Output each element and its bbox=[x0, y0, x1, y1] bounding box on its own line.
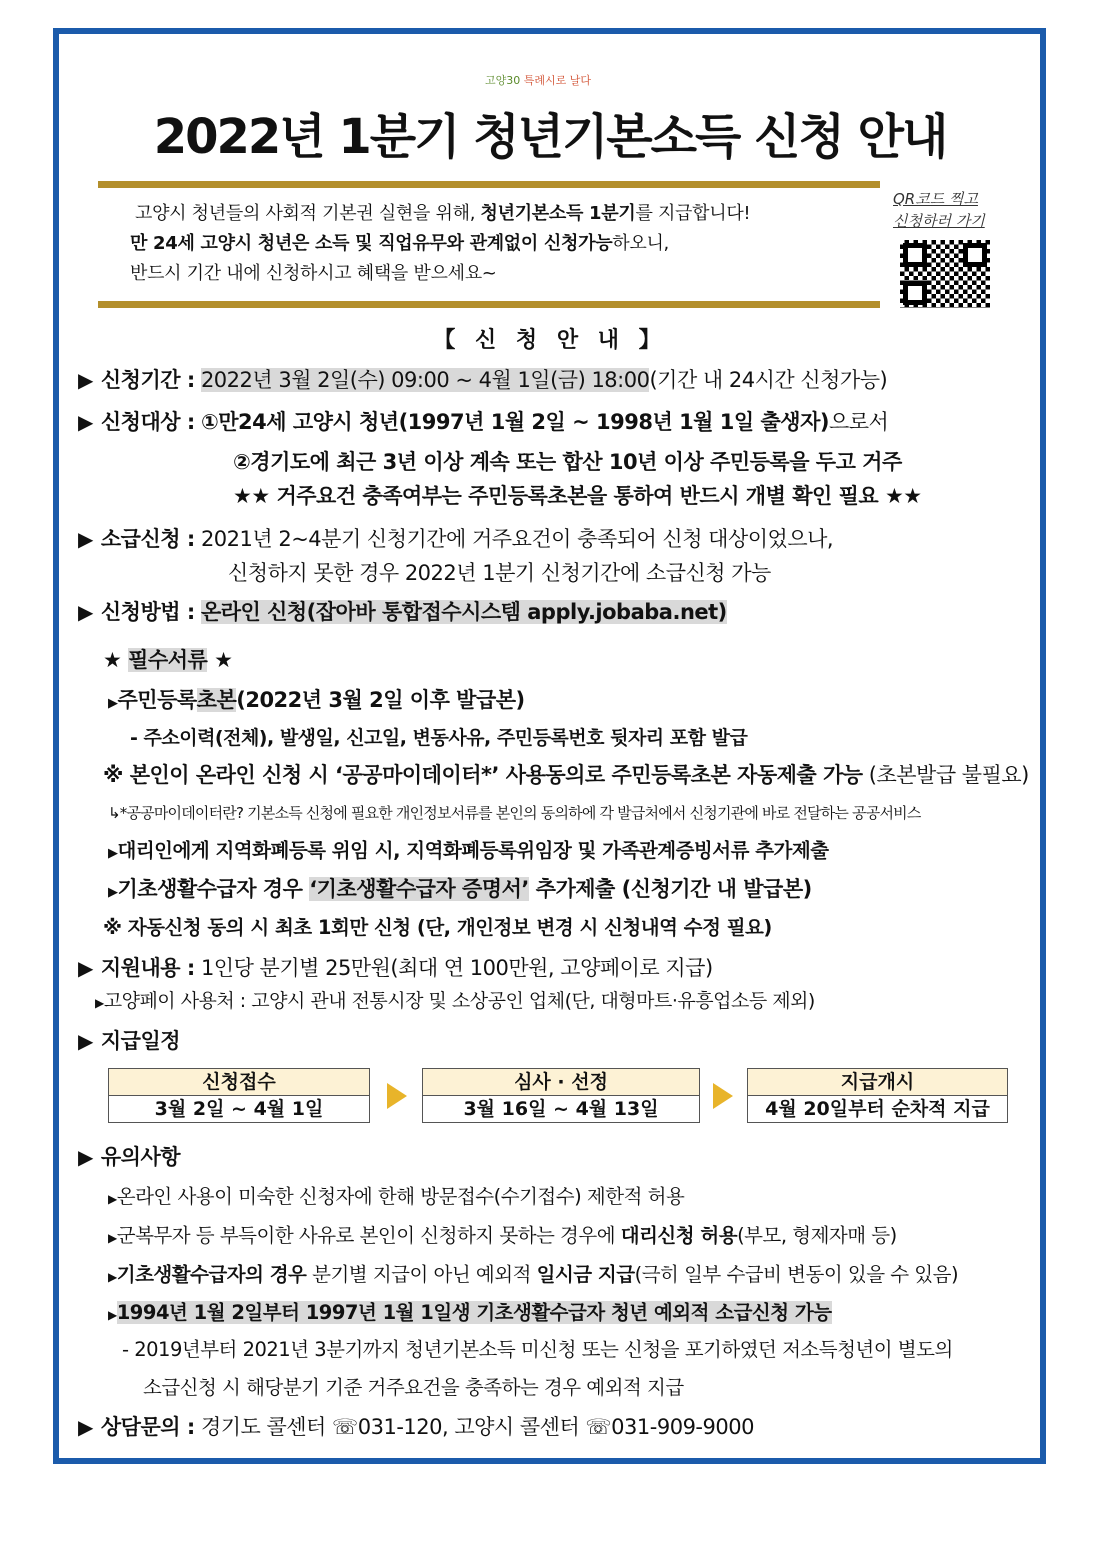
note-item-1: ▶온라인 사용이 미숙한 신청자에 한해 방문접수(수기접수) 제한적 허용 bbox=[108, 1185, 685, 1208]
star-icon: ★ bbox=[214, 648, 233, 672]
intro-bold: 청년기본소득 1분기 bbox=[480, 203, 636, 224]
star-icon: ★ bbox=[103, 648, 122, 672]
note-bold: 기초생활수급자의 경우 bbox=[116, 1263, 307, 1286]
target-text: 으로서 bbox=[828, 410, 889, 434]
doc-text: 기초생활수급자 경우 bbox=[117, 877, 310, 901]
schedule-step-3 bbox=[747, 1068, 1008, 1123]
schedule-heading bbox=[78, 1026, 180, 1056]
triangle-bullet-icon: ▶ bbox=[78, 1415, 93, 1439]
note-text: 군복무자 등 부득이한 사유로 본인이 신청하지 못하는 경우에 bbox=[116, 1224, 621, 1247]
step-title: 지급개시 bbox=[748, 1069, 1007, 1096]
contact-value: 경기도 콜센터 ☏031-120, 고양시 콜센터 ☏031-909-9000 bbox=[200, 1415, 754, 1439]
target-warning: ★★ 거주요건 충족여부는 주민등록초본을 통하여 반드시 개별 확인 필요 ★★ bbox=[233, 484, 922, 508]
step-title: 신청접수 bbox=[109, 1069, 369, 1096]
period-note: (기간 내 24시간 신청가능) bbox=[649, 368, 888, 392]
qr-code-image[interactable] bbox=[900, 240, 990, 308]
doc-item-2: ▶대리인에게 지역화폐등록 위임 시, 지역화폐등록위임장 및 가족관계증빙서류 추가제출 bbox=[108, 839, 829, 862]
support-value: 1인당 분기별 25만원(최대 연 100만원, 고양페이로 지급) bbox=[200, 956, 713, 980]
doc-item-1: ▶주민등록초본(2022년 3월 2일 이후 발급본) bbox=[108, 688, 525, 712]
retro-label: 소급신청 : bbox=[100, 527, 195, 551]
retro-text: 2021년 2~4분기 신청기간에 거주요건이 충족되어 신청 대상이었으나, bbox=[200, 527, 834, 551]
triangle-bullet-icon: ▶ bbox=[78, 527, 93, 551]
triangle-bullet-icon: ▶ bbox=[78, 368, 93, 392]
doc-item-1-detail: - 주소이력(전체), 발생일, 신고일, 변동사유, 주민등록번호 뒷자리 포함 발급 bbox=[130, 727, 748, 749]
schedule-label: 지급일정 bbox=[100, 1029, 181, 1053]
doc-note-1 bbox=[103, 760, 1029, 790]
triangle-bullet-icon: ▶ bbox=[78, 956, 93, 980]
support-label: 지원내용 : bbox=[100, 956, 195, 980]
intro-line-3: 반드시 기간 내에 신청하시고 혜택을 받으세요~ bbox=[130, 263, 497, 284]
contact-row bbox=[78, 1412, 754, 1442]
doc-text: ‘기초생활수급자 증명서’ bbox=[309, 877, 529, 901]
target-label: 신청대상 : bbox=[100, 410, 195, 434]
support-row bbox=[78, 953, 713, 983]
contact-label: 상담문의 : bbox=[100, 1415, 195, 1439]
note-item-2: ▶군복무자 등 부득이한 사유로 본인이 신청하지 못하는 경우에 대리신청 허용(부모, 형제자매 등) bbox=[108, 1224, 897, 1247]
schedule-step-1 bbox=[108, 1068, 370, 1123]
note-text: 분기별 지급이 아닌 예외적 bbox=[306, 1263, 537, 1286]
notes-heading bbox=[78, 1142, 180, 1172]
logo-text: 고양30 bbox=[485, 74, 521, 87]
doc-text: 대리인에게 지역화폐등록 위임 시, 지역화폐등록위임장 및 가족관계증빙서류 추가제출 bbox=[117, 839, 829, 862]
retro-text-2: 신청하지 못한 경우 2022년 1분기 신청기간에 소급신청 가능 bbox=[228, 561, 771, 585]
note-item-4-detail-1: - 2019년부터 2021년 3분기까지 청년기본소득 미신청 또는 신청을 포기하였던 저소득청년이 별도의 bbox=[122, 1338, 953, 1361]
note-text: (부모, 형제자매 등) bbox=[737, 1224, 897, 1247]
notes-label: 유의사항 bbox=[100, 1145, 181, 1169]
note-text: (초본발급 불필요) bbox=[862, 763, 1029, 787]
step-value: 3월 16일 ~ 4월 13일 bbox=[463, 1098, 659, 1120]
step-title: 심사 · 선정 bbox=[423, 1069, 699, 1096]
note-highlight: 1994년 1월 2일부터 1997년 1월 1일생 기초생활수급자 청년 예외적 소급신청 가능 bbox=[116, 1301, 832, 1324]
period-value: 2022년 3월 2일(수) 09:00 ~ 4월 1일(금) 18:00 bbox=[200, 368, 650, 392]
note-text: 온라인 사용이 미숙한 신청자에 한해 방문접수(수기접수) 제한적 허용 bbox=[116, 1185, 685, 1208]
triangle-bullet-icon: ▶ bbox=[78, 1029, 93, 1053]
method-value: 온라인 신청(잡아바 통합접수시스템 apply.jobaba.net) bbox=[200, 600, 727, 624]
gold-divider bbox=[98, 181, 880, 188]
doc-item-3: ▶기초생활수급자 경우 ‘기초생활수급자 증명서’ 추가제출 (신청기간 내 발급본) bbox=[108, 877, 812, 901]
method-row bbox=[78, 597, 727, 627]
step-value: 3월 2일 ~ 4월 1일 bbox=[154, 1098, 324, 1120]
intro-text: 를 지급합니다! bbox=[635, 203, 751, 224]
note-item-4: ▶1994년 1월 2일부터 1997년 1월 1일생 기초생활수급자 청년 예외적 소급신청 가능 bbox=[108, 1301, 832, 1324]
arrow-right-icon bbox=[387, 1083, 407, 1109]
qr-caption-2: 신청하러 가기 bbox=[893, 212, 985, 230]
note-bold: 일시금 지급 bbox=[536, 1263, 635, 1286]
note-text: (극히 일부 수급비 변동이 있을 수 있음) bbox=[634, 1263, 959, 1286]
intro-text: 고양시 청년들의 사회적 기본권 실현을 위해, bbox=[135, 203, 481, 224]
schedule-step-2 bbox=[422, 1068, 700, 1123]
doc-text: 초본 bbox=[196, 688, 237, 712]
retro-row bbox=[78, 524, 833, 554]
note-bold: 대리신청 허용 bbox=[620, 1224, 738, 1247]
support-sub: ▶고양페이 사용처 : 고양시 관내 전통시장 및 소상공인 업체(단, 대형마트·유흥업소등 제외) bbox=[95, 990, 815, 1012]
logo-slogan: 특례시로 날다 bbox=[523, 74, 592, 87]
arrow-right-icon bbox=[713, 1083, 733, 1109]
triangle-bullet-icon: ▶ bbox=[78, 600, 93, 624]
period-row bbox=[78, 365, 887, 395]
target-condition-2: ②경기도에 최근 3년 이상 계속 또는 합산 10년 이상 주민등록을 두고 거주 bbox=[233, 450, 902, 474]
doc-text: 주민등록 bbox=[117, 688, 197, 712]
target-row bbox=[78, 407, 888, 437]
note-item-3: ▶기초생활수급자의 경우 분기별 지급이 아닌 예외적 일시금 지급(극히 일부 수급비 변동이 있을 수 있음) bbox=[108, 1263, 959, 1286]
triangle-bullet-icon: ▶ bbox=[78, 410, 93, 434]
qr-caption-1: QR코드 찍고 bbox=[893, 190, 978, 208]
intro-text: 하오니, bbox=[612, 233, 669, 254]
intro-line-2 bbox=[130, 229, 669, 259]
period-label: 신청기간 : bbox=[100, 368, 195, 392]
section-title: 【 신 청 안 내 】 bbox=[433, 328, 667, 353]
note-item-4-detail-2: 소급신청 시 해당분기 기준 거주요건을 충족하는 경우 예외적 지급 bbox=[143, 1376, 684, 1399]
step-value: 4월 20일부터 순차적 지급 bbox=[765, 1098, 990, 1120]
support-sub-text: 고양페이 사용처 : 고양시 관내 전통시장 및 소상공인 업체(단, 대형마트·유흥업소등 제외) bbox=[103, 990, 815, 1012]
docs-title bbox=[103, 645, 232, 675]
gold-divider bbox=[98, 301, 880, 308]
docs-title-text: 필수서류 bbox=[128, 648, 208, 672]
goyang-logo bbox=[485, 72, 591, 88]
triangle-bullet-icon: ▶ bbox=[78, 1145, 93, 1169]
intro-line-1 bbox=[135, 199, 750, 229]
page-title: 2022년 1분기 청년기본소득 신청 안내 bbox=[153, 109, 947, 165]
doc-note-2: ※ 자동신청 동의 시 최초 1회만 신청 (단, 개인정보 변경 시 신청내역 수정 필요) bbox=[103, 916, 772, 939]
target-condition-1: ①만24세 고양시 청년(1997년 1월 2일 ~ 1998년 1월 1일 출생자) bbox=[200, 410, 829, 434]
note-text: ※ 본인이 온라인 신청 시 ‘공공마이데이터*’ 사용동의로 주민등록초본 자동제출 가능 bbox=[103, 763, 863, 787]
doc-note-1-detail: ↳*공공마이데이터란? 기본소득 신청에 필요한 개인정보서류를 본인의 동의하에 각 발급처에서 신청기관에 바로 전달하는 공공서비스 bbox=[108, 804, 921, 822]
doc-text: 추가제출 (신청기간 내 발급본) bbox=[528, 877, 812, 901]
doc-text: (2022년 3월 2일 이후 발급본) bbox=[236, 688, 525, 712]
intro-bold: 만 24세 고양시 청년은 소득 및 직업유무와 관계없이 신청가능 bbox=[130, 233, 613, 254]
method-label: 신청방법 : bbox=[100, 600, 195, 624]
